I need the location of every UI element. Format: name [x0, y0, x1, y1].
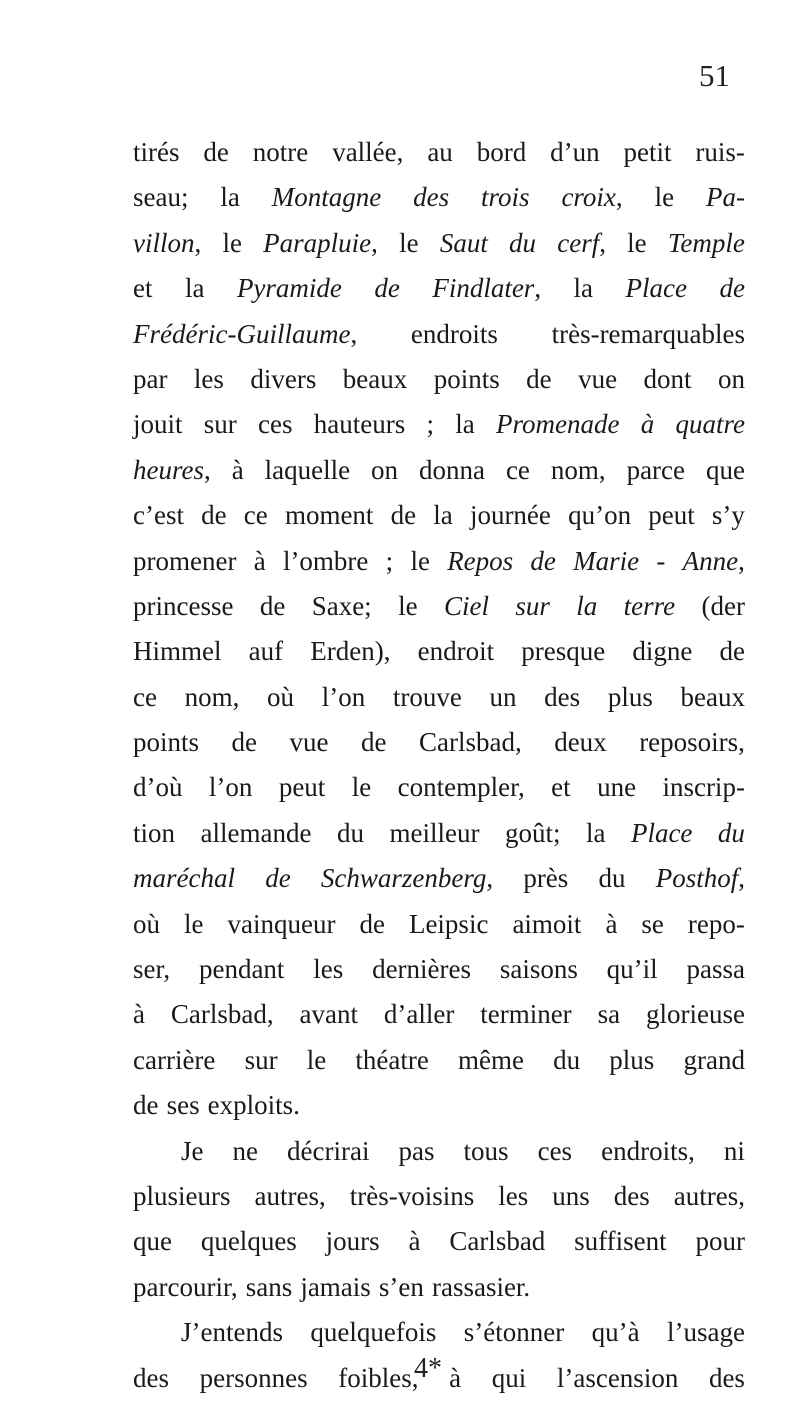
word: qui [491, 1362, 527, 1393]
word: quatre [675, 409, 745, 440]
word: terminer [480, 999, 572, 1030]
word: de [259, 590, 286, 621]
word: des [613, 1180, 650, 1211]
signature-mark: 4* [414, 1353, 442, 1384]
word: le [306, 1044, 327, 1075]
word: le [222, 227, 242, 258]
word: tous [463, 1135, 509, 1166]
word: vue [289, 727, 329, 758]
word: trois [481, 182, 530, 213]
word: autres, [254, 1180, 326, 1211]
word: et [551, 772, 571, 803]
word: heures, [133, 454, 211, 485]
word: une [597, 772, 637, 803]
word: beaux [680, 681, 745, 712]
word: l’ombre [282, 545, 369, 576]
word: auf [248, 636, 284, 667]
word: saisons [499, 954, 578, 985]
text-line [133, 992, 745, 1037]
word: moment [284, 500, 374, 531]
word: Carlsbad, [170, 999, 274, 1030]
word: pendant [198, 954, 285, 985]
word: s’étonner [463, 1317, 565, 1348]
word: foibles, [338, 1362, 419, 1393]
word: l’on [208, 772, 253, 803]
word: quelques [200, 1226, 297, 1257]
word: de [530, 545, 556, 576]
text-line [133, 1265, 745, 1310]
text-line [133, 629, 745, 674]
word: des [133, 1362, 169, 1393]
text-line [133, 402, 745, 447]
word: à [449, 1362, 462, 1393]
word: théatre [355, 1044, 429, 1075]
word: se [641, 908, 664, 939]
word: Place [625, 273, 687, 304]
word: de [374, 273, 400, 304]
word: avant [299, 999, 358, 1030]
word: aimoit [512, 908, 582, 939]
text-line [133, 902, 745, 947]
word: endroits, [601, 1135, 695, 1166]
word: Je [181, 1135, 204, 1166]
word: de [201, 500, 227, 531]
word: Temple [667, 227, 745, 258]
word: la [455, 409, 475, 440]
word: la [433, 500, 453, 531]
word: terre [623, 590, 676, 621]
word: des [413, 182, 450, 213]
word: où [267, 681, 295, 712]
text-line [133, 1310, 745, 1355]
text-line [133, 493, 745, 538]
word: deux [554, 727, 607, 758]
word: des [708, 1362, 745, 1393]
word: c’est [133, 500, 184, 531]
word: endroits [410, 318, 498, 349]
word: jours [325, 1226, 380, 1257]
text-line [133, 221, 745, 266]
text-line [133, 357, 745, 402]
word: carrière [133, 1044, 216, 1075]
word: Saxe; [311, 590, 372, 621]
word: plus [607, 681, 653, 712]
text-line [133, 856, 745, 901]
word: inscrip- [662, 772, 745, 803]
word: Pyramide [236, 273, 342, 304]
word: nom, [184, 681, 240, 712]
word: points [133, 727, 200, 758]
word: passa [686, 954, 745, 985]
word: ne [232, 1135, 259, 1166]
text-line [133, 765, 745, 810]
word: on [717, 363, 745, 394]
text-line [133, 312, 745, 357]
word: Carlsbad, [418, 727, 522, 758]
word: ces [258, 409, 293, 440]
word: parcourir, [133, 1271, 238, 1302]
word: par [133, 363, 168, 394]
word: décrirai [287, 1135, 370, 1166]
word: à [640, 409, 655, 440]
word: que [705, 454, 745, 485]
word: l’ascension [556, 1362, 679, 1393]
word: cerf, [557, 227, 606, 258]
word: du [553, 1044, 581, 1075]
word: dont [643, 363, 692, 394]
word: tirés [133, 137, 180, 167]
body-text [133, 130, 745, 1401]
word: Ciel [443, 590, 489, 621]
word: les [313, 954, 344, 985]
word: ; [385, 545, 394, 576]
word: Frédéric-Guillaume, [133, 318, 358, 349]
word: sa [597, 999, 621, 1030]
text-line [133, 947, 745, 992]
word: Anne, [682, 545, 745, 576]
word: la [220, 182, 240, 213]
word: d’où [133, 772, 183, 803]
word: de [203, 137, 229, 167]
word: les [498, 1180, 529, 1211]
word: où [133, 908, 160, 939]
word: vainqueur [227, 908, 336, 939]
word: journée [469, 500, 551, 531]
word: et [133, 273, 153, 304]
text-line [133, 448, 745, 493]
word: pour [695, 1226, 745, 1257]
word: de [526, 363, 552, 394]
word: parce [626, 454, 686, 485]
word: grand [683, 1044, 745, 1075]
word: jamais [300, 1271, 371, 1302]
word: Erden), [310, 636, 391, 667]
word: d’aller [383, 999, 455, 1030]
word: à [231, 454, 244, 485]
word: laquelle [264, 454, 351, 485]
word: Montagne [271, 182, 382, 213]
word: glorieuse [645, 999, 745, 1030]
word: du [509, 227, 537, 258]
word: meilleur [389, 817, 480, 848]
word: de [719, 636, 745, 667]
word: Findlater, [432, 273, 542, 304]
word: de [231, 727, 257, 758]
text-line [133, 1174, 745, 1219]
word: la [585, 817, 606, 848]
text-line [133, 175, 745, 220]
word: Repos [447, 545, 514, 576]
word: le [184, 908, 204, 939]
word: reposoirs, [639, 727, 745, 758]
word: au [427, 137, 453, 167]
word: uns [552, 1180, 590, 1211]
word: d’un [550, 137, 600, 167]
word: près [523, 863, 569, 894]
word: plus [609, 1044, 655, 1075]
word: Promenade [495, 409, 620, 440]
word: quelquefois [310, 1317, 437, 1348]
word: ce [243, 500, 268, 531]
word: ser, [133, 954, 171, 985]
word: contempler, [397, 772, 525, 803]
word: on [371, 454, 399, 485]
word: promener [133, 545, 237, 576]
word: vallée, [332, 137, 404, 167]
word: J’entends [181, 1317, 283, 1348]
word: (der [701, 590, 745, 621]
word: de [359, 908, 385, 939]
word: s’en [378, 1271, 424, 1302]
word: l’on [321, 681, 366, 712]
word: points [433, 363, 500, 394]
word: du [717, 817, 745, 848]
word: ; [426, 409, 434, 440]
word: le [410, 545, 430, 576]
word: la [576, 590, 598, 621]
word: du [336, 817, 364, 848]
word: seau; [133, 182, 189, 213]
word: ni [723, 1135, 745, 1166]
word: pas [398, 1135, 435, 1166]
word: le [398, 590, 418, 621]
word: tion [133, 817, 176, 848]
word: autres, [673, 1180, 745, 1211]
word: princesse [133, 590, 234, 621]
word: jouit [133, 409, 183, 440]
text-line [133, 811, 745, 856]
word: Place [630, 817, 693, 848]
word: les [193, 363, 224, 394]
text-line [133, 539, 745, 584]
word: un [489, 681, 517, 712]
word: Himmel [133, 636, 222, 667]
word: ce [133, 681, 157, 712]
word: exploits. [207, 1090, 300, 1121]
word: Pa- [705, 182, 745, 213]
word: de [133, 1090, 159, 1121]
word: ces [537, 1135, 573, 1166]
word: même [458, 1044, 524, 1075]
word: qu’il [606, 954, 658, 985]
word: très-voisins [349, 1180, 475, 1211]
word: trouve [392, 681, 462, 712]
word: repo- [687, 908, 745, 939]
word: la [184, 273, 205, 304]
word: bord [476, 137, 527, 167]
word: Schwarzenberg, [320, 863, 494, 894]
text-line [133, 1129, 745, 1174]
word: le [654, 182, 675, 213]
word: peut [648, 500, 695, 531]
word: hauteurs [313, 409, 406, 440]
word: qu’à [591, 1317, 640, 1348]
word: de [265, 863, 291, 894]
text-line [133, 1038, 745, 1083]
text-line [133, 1219, 745, 1264]
word: Posthof, [655, 863, 745, 894]
word: ses [166, 1090, 200, 1121]
word: à [605, 908, 618, 939]
word: le [627, 227, 647, 258]
word: rassasier. [431, 1271, 531, 1302]
word: donna [419, 454, 485, 485]
text-line [133, 1083, 745, 1128]
word: ruis- [695, 137, 745, 167]
word: que [133, 1226, 172, 1257]
word: dernières [372, 954, 472, 985]
word: petit [623, 137, 672, 167]
word: peut [278, 772, 326, 803]
word: personnes [199, 1362, 308, 1393]
word: presque [521, 636, 606, 667]
word: allemande [200, 817, 312, 848]
word: des [544, 681, 581, 712]
word: de [360, 727, 387, 758]
text-line [133, 266, 745, 311]
word: divers [250, 363, 317, 394]
word: la [573, 273, 594, 304]
word: du [598, 863, 626, 894]
word: le [399, 227, 419, 258]
word: s’y [711, 500, 745, 531]
word: Marie [573, 545, 640, 576]
word: nom, [550, 454, 606, 485]
word: digne [632, 636, 693, 667]
word: de [390, 500, 417, 531]
word: notre [252, 137, 309, 167]
word: l’usage [666, 1317, 745, 1348]
word: très-remarquables [551, 318, 745, 349]
word: sur [244, 1044, 278, 1075]
text-line [133, 130, 745, 175]
page-number: 51 [699, 58, 730, 93]
word: de [719, 273, 745, 304]
word: Parapluie, [263, 227, 378, 258]
word: ce [505, 454, 530, 485]
word: le [351, 772, 372, 803]
text-line [133, 720, 745, 765]
word: à [253, 545, 266, 576]
word: sans [245, 1271, 293, 1302]
word: goût; [504, 817, 561, 848]
word: Saut [439, 227, 488, 258]
word: beaux [342, 363, 408, 394]
word: croix, [561, 182, 623, 213]
word: sur [203, 409, 237, 440]
text-line [133, 675, 745, 720]
word: à [408, 1226, 421, 1257]
word: villon, [133, 227, 202, 258]
text-line [133, 584, 745, 629]
word: - [656, 545, 666, 576]
word: à [133, 999, 145, 1030]
word: Carlsbad [449, 1226, 546, 1257]
word: Leipsic [408, 908, 489, 939]
word: vue [578, 363, 618, 394]
word: plusieurs [133, 1180, 231, 1211]
word: maréchal [133, 863, 235, 894]
word: suffisent [574, 1226, 667, 1257]
word: endroit [417, 636, 495, 667]
word: sur [515, 590, 550, 621]
word: qu’on [568, 500, 632, 531]
